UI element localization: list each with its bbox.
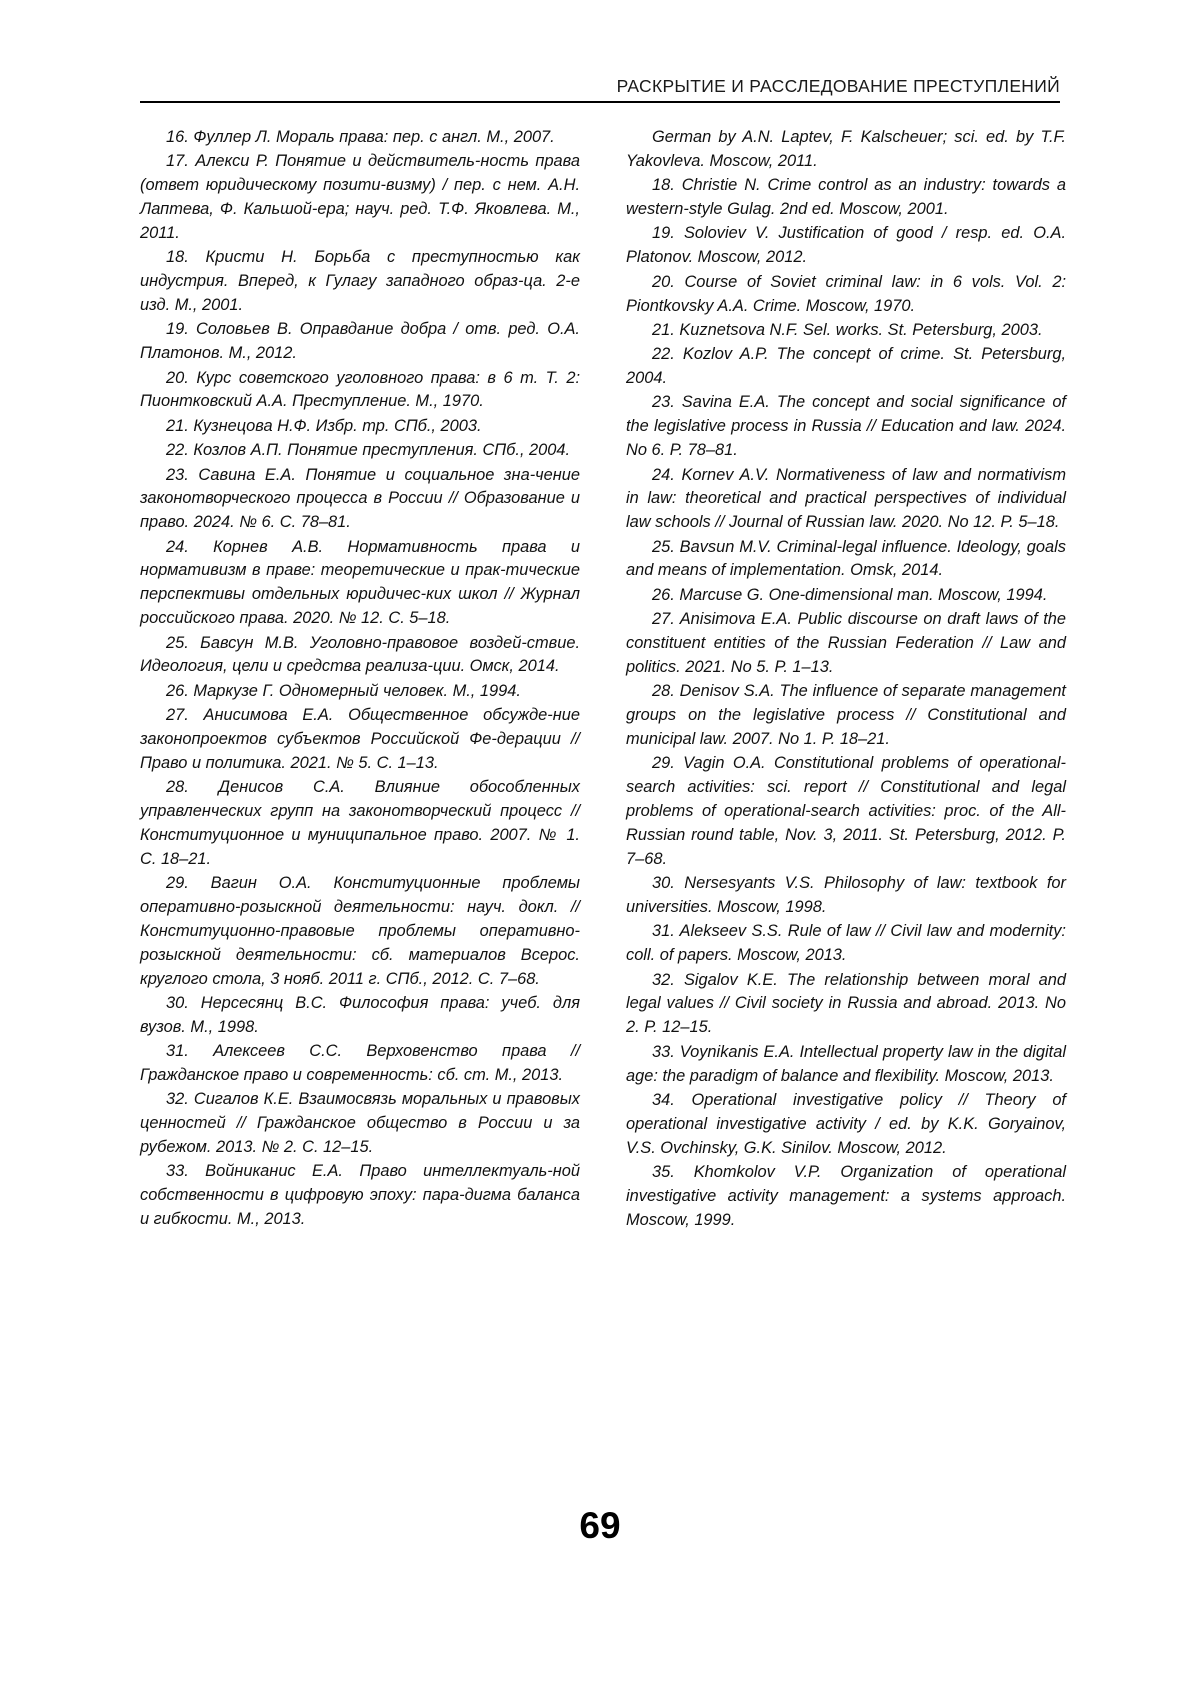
- reference-item: 24. Корнев А.В. Нормативность права и нормативизм в праве: теоретические и прак-тические перспективы отдельных юридичес-ких школ // Журнал российского права. 2020. № 12. С. 5–18.: [140, 537, 580, 628]
- reference-item: 18. Christie N. Crime control as an industry: towards a western-style Gulag. 2nd ed. Moscow, 2001.: [626, 176, 1066, 219]
- reference-item: 28. Denisov S.A. The influence of separate management groups on the legislative process // Constitutional and municipal law. 2007. No 1. P. 18–21.: [626, 682, 1066, 748]
- reference-item: 35. Khomkolov V.P. Organization of operational investigative activity management: a systems approach. Moscow, 1999.: [626, 1162, 1066, 1229]
- reference-item: 25. Bavsun M.V. Criminal-legal influence. Ideology, goals and means of implementation. Omsk, 2014.: [626, 537, 1066, 580]
- reference-item: 26. Marcuse G. One-dimensional man. Moscow, 1994.: [652, 585, 1048, 604]
- reference-item: 16. Фуллер Л. Мораль права: пер. с англ. М., 2007.: [166, 128, 555, 146]
- reference-item: 24. Kornev A.V. Normativeness of law and normativism in law: theoretical and practical perspectives of individual law schools // Journal of Russian law. 2020. No 12. P. 5–18.: [626, 465, 1066, 532]
- reference-item: 23. Savina E.A. The concept and social significance of the legislative process in Russia // Education and law. 2024. No 6. P. 78–81.: [626, 393, 1066, 460]
- reference-item: 34. Operational investigative policy // Theory of operational investigative activity / ed. by K.K. Goryainov, V.S. Ovchinsky, G.K. Sinilov. Moscow, 2012.: [626, 1090, 1066, 1157]
- reference-item: 33. Войниканис Е.А. Право интеллектуаль-ной собственности в цифровую эпоху: пара-дигма баланса и гибкости. М., 2013.: [140, 1162, 580, 1229]
- reference-item: 17. Алекси Р. Понятие и действитель-ность права (ответ юридическому позити-визму) / пер. с нем. А.Н. Лаптева, Ф. Кальшой-ера; науч. ред. Т.Ф. Яковлева. М., 2011.: [140, 152, 580, 242]
- reference-item: 32. Сигалов К.Е. Взаимосвязь моральных и правовых ценностей // Гражданское общество в России и за рубежом. 2013. № 2. С. 12–15.: [140, 1090, 580, 1157]
- reference-item: 20. Курс советского уголовного права: в 6 т. Т. 2: Пионтковский А.А. Преступление. М., 1970.: [140, 368, 580, 411]
- reference-item: 27. Anisimova E.A. Public discourse on draft laws of the constituent entities of the Russian Federation // Law and politics. 2021. No 5. P. 1–13.: [626, 610, 1066, 676]
- right-column: [626, 126, 1066, 1233]
- reference-item: 26. Маркузе Г. Одномерный человек. М., 1994.: [166, 681, 521, 700]
- reference-item: 29. Vagin O.A. Constitutional problems of operational-search activities: sci. report // Constitutional and legal problems of operational-search activities: proc. of the All-Russian round table, Nov. 3, 2011. St. Petersburg, 2012. P. 7–68.: [626, 754, 1066, 868]
- reference-item: 21. Kuznetsova N.F. Sel. works. St. Petersburg, 2003.: [652, 320, 1043, 339]
- reference-item: 30. Nersesyants V.S. Philosophy of law: textbook for universities. Moscow, 1998.: [626, 874, 1066, 916]
- page-number: 69: [579, 1505, 621, 1546]
- reference-item: 21. Кузнецова Н.Ф. Избр. тр. СПб., 2003.: [166, 416, 482, 435]
- reference-item: 27. Анисимова Е.А. Общественное обсужде-ние законопроектов субъектов Российской Фе-дерации // Право и политика. 2021. № 5. С. 1–13.: [140, 706, 580, 772]
- reference-item: 22. Козлов А.П. Понятие преступления. СПб., 2004.: [166, 441, 571, 460]
- reference-item: 19. Соловьев В. Оправдание добра / отв. ред. О.А. Платонов. М., 2012.: [140, 320, 580, 363]
- reference-item: 29. Вагин О.А. Конституционные проблемы оперативно-розыскной деятельности: науч. докл. // Конституционно-правовые проблемы оперативно-розыскной деятельности: сб. материалов Всерос. круглого стола, 3 нояб. 2011 г. СПб., 2012. С. 7–68.: [140, 874, 580, 988]
- reference-item: 31. Алексеев С.С. Верховенство права // Гражданское право и современность: сб. ст. М., 2013.: [140, 1042, 580, 1085]
- reference-item: 33. Voynikanis E.A. Intellectual property law in the digital age: the paradigm of balance and flexibility. Moscow, 2013.: [626, 1042, 1066, 1085]
- reference-item: 31. Alekseev S.S. Rule of law // Civil law and modernity: coll. of papers. Moscow, 2013.: [626, 922, 1066, 965]
- reference-item: 19. Soloviev V. Justification of good / resp. ed. O.A. Platonov. Moscow, 2012.: [626, 224, 1066, 267]
- reference-item: 23. Савина Е.А. Понятие и социальное зна-чение законотворческого процесса в России // Образование и право. 2024. № 6. С. 78–81.: [140, 465, 580, 532]
- running-header-title: РАСКРЫТИЕ И РАССЛЕДОВАНИЕ ПРЕСТУПЛЕНИЙ: [616, 76, 1060, 96]
- reference-item: 22. Kozlov A.P. The concept of crime. St. Petersburg, 2004.: [626, 345, 1066, 388]
- left-column: [140, 126, 580, 1233]
- reference-item: 18. Кристи Н. Борьба с преступностью как индустрия. Вперед, к Гулагу западного образ-ца. 2-е изд. М., 2001.: [140, 248, 580, 315]
- reference-item: 30. Нерсесянц В.С. Философия права: учеб. для вузов. М., 1998.: [140, 993, 580, 1036]
- two-column-body: [140, 126, 1066, 1233]
- reference-item: 28. Денисов С.А. Влияние обособленных управленческих групп на законотворческий процесс // Конституционное и муниципальное право. 2007. № 1. С. 18–21.: [140, 778, 580, 868]
- reference-item: 20. Course of Soviet criminal law: in 6 vols. Vol. 2: Piontkovsky A.A. Crime. Moscow, 1970.: [626, 272, 1066, 315]
- running-header: [140, 76, 1060, 103]
- reference-item: German by A.N. Laptev, F. Kalscheuer; sci. ed. by T.F. Yakovleva. Moscow, 2011.: [626, 128, 1066, 170]
- reference-item: 32. Sigalov K.E. The relationship between moral and legal values // Civil society in Russia and abroad. 2013. No 2. P. 12–15.: [626, 970, 1066, 1037]
- reference-item: 25. Бавсун М.В. Уголовно-правовое воздей-ствие. Идеология, цели и средства реализа-ции. Омск, 2014.: [140, 633, 580, 676]
